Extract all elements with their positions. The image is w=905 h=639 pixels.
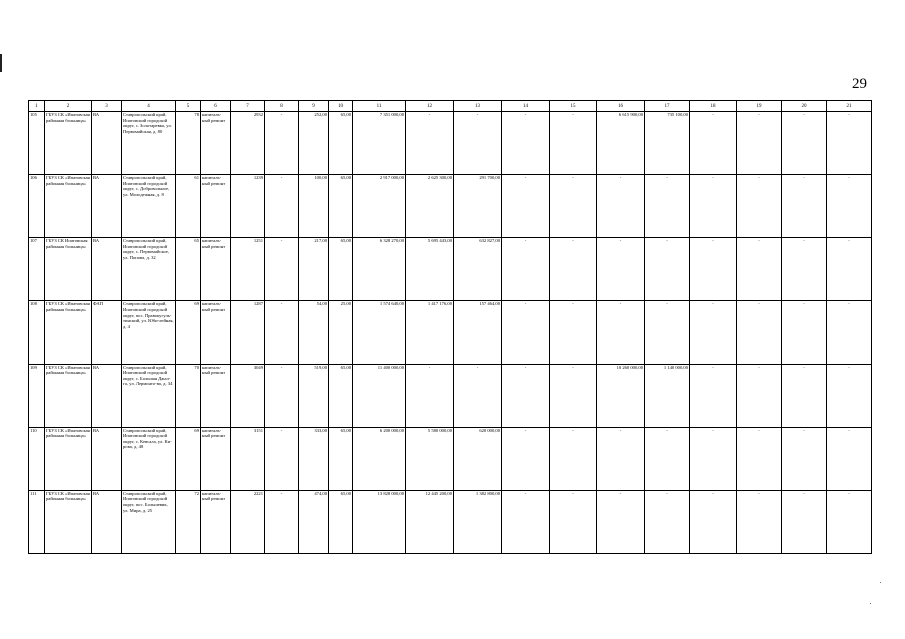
table-cell: 5 580 000,00 [406, 427, 454, 490]
table-cell: - [827, 238, 872, 301]
table-cell: 10 260 000,00 [597, 364, 645, 427]
table-cell: 6 615 900,00 [597, 112, 645, 175]
table-cell: Ставропольский край, Ипатовский городской округ, с. Первомайское, ул. Попова, д. 32 [122, 238, 176, 301]
table-row [29, 364, 872, 427]
table-cell: 157 464,00 [454, 301, 502, 364]
table-cell: 519,00 [299, 364, 329, 427]
table-header-row [29, 101, 872, 112]
column-header: 16 [597, 101, 645, 112]
table-cell: - [597, 490, 645, 553]
table-cell: 78 [176, 112, 201, 175]
table-cell: 105 [29, 112, 45, 175]
column-header: 10 [329, 101, 353, 112]
table-cell: 13 828 000,00 [353, 490, 406, 553]
column-header: 20 [782, 101, 827, 112]
table-cell: 2 625 300,00 [406, 175, 454, 238]
table-cell: ГБУЗ СК «Ипатовская районная больница» [45, 427, 92, 490]
table-cell: - [550, 364, 597, 427]
table-cell: ВА [92, 175, 122, 238]
column-header: 17 [645, 101, 690, 112]
table-cell: Ставропольский край, Ипатовский городской округ, пос. Большевик, ул. Мира, д. 25 [122, 490, 176, 553]
table-cell: - [782, 490, 827, 553]
table-cell: 106 [29, 175, 45, 238]
table-cell: Ставропольский край, Ипатовский городской округ, с. Кевсала, ул. Ки-рова, д. 48 [122, 427, 176, 490]
table-cell: 1 417 176,00 [406, 301, 454, 364]
table-cell: 72 [176, 490, 201, 553]
column-header: 21 [827, 101, 872, 112]
table-cell: 252,00 [299, 112, 329, 175]
table-cell: 65,00 [329, 364, 353, 427]
table-row [29, 175, 872, 238]
table-cell: - [550, 490, 597, 553]
table-cell: ГБУЗ СК «Ипатовская районная больница» [45, 301, 92, 364]
table-cell: 65,00 [329, 427, 353, 490]
table-cell: - [782, 238, 827, 301]
table-cell: - [782, 364, 827, 427]
table-cell: - [265, 238, 299, 301]
table-cell: 69 [176, 301, 201, 364]
table-cell: капиталь-ный ремонт [201, 175, 231, 238]
table-cell: 100,00 [299, 175, 329, 238]
column-header: 19 [737, 101, 782, 112]
scan-speck [880, 582, 881, 583]
table-cell: - [782, 175, 827, 238]
table-cell: - [265, 112, 299, 175]
table-cell: Ставропольский край, Ипатовский городской округ, с. Большая Джал-га, ул. Лермонто-ва, д. 34 [122, 364, 176, 427]
table-cell: капиталь-ный ремонт [201, 112, 231, 175]
table-cell: - [737, 364, 782, 427]
table-cell: Ставропольский край, Ипатовский городской округ, пос. Правокугуль-тинский, ул. Юби-лейная, д. 4 [122, 301, 176, 364]
table-cell: 108 [29, 301, 45, 364]
table-cell: капиталь-ный ремонт [201, 238, 231, 301]
table-cell: 70 [176, 364, 201, 427]
table-cell: 25,00 [329, 301, 353, 364]
table-cell: - [550, 238, 597, 301]
column-header: 1 [29, 101, 45, 112]
table-cell: 6 200 000,00 [353, 427, 406, 490]
table-cell: - [690, 175, 737, 238]
table-cell: - [265, 301, 299, 364]
table-cell: ВА [92, 112, 122, 175]
column-header: 6 [201, 101, 231, 112]
table-cell: ГБУЗ СК «Ипатовская районная больница» [45, 175, 92, 238]
table-cell: - [737, 490, 782, 553]
table-cell: - [645, 490, 690, 553]
table-cell: - [645, 175, 690, 238]
table-cell: 735 100,00 [645, 112, 690, 175]
table-cell: - [645, 427, 690, 490]
table-row [29, 238, 872, 301]
table-cell: - [827, 175, 872, 238]
table-cell: - [265, 427, 299, 490]
table-cell: 111 [29, 490, 45, 553]
table-cell: 1287 [231, 301, 265, 364]
column-header: 8 [265, 101, 299, 112]
table-cell: - [737, 175, 782, 238]
table-cell: - [597, 175, 645, 238]
table-cell: 54,00 [299, 301, 329, 364]
table-row [29, 301, 872, 364]
table-cell: - [737, 238, 782, 301]
table-cell: - [827, 112, 872, 175]
table-cell: - [502, 112, 550, 175]
table-cell: - [502, 490, 550, 553]
table-cell: Ставропольский край, Ипатовский городской округ, с. Золотаревка, ул. Первомайская, д. 80 [122, 112, 176, 175]
table-cell: - [827, 490, 872, 553]
page-number: 29 [852, 76, 867, 92]
table-cell: - [827, 301, 872, 364]
table-cell: 2221 [231, 490, 265, 553]
table-cell: 65,00 [329, 490, 353, 553]
table-cell: - [690, 238, 737, 301]
table-cell: - [690, 364, 737, 427]
table-cell: - [690, 427, 737, 490]
table-cell: 1239 [231, 175, 265, 238]
table-cell: капиталь-ный ремонт [201, 490, 231, 553]
table-cell: ВА [92, 490, 122, 553]
table-cell: - [597, 238, 645, 301]
table-cell: 474,00 [299, 490, 329, 553]
table-row [29, 490, 872, 553]
table-cell: 110 [29, 427, 45, 490]
table-cell: - [690, 301, 737, 364]
scan-edge-mark [0, 54, 2, 72]
table-cell: ГБУЗ СК Ипатовская районная больница» [45, 238, 92, 301]
data-table [28, 100, 872, 554]
table-cell: 107 [29, 238, 45, 301]
column-header: 9 [299, 101, 329, 112]
column-header: 14 [502, 101, 550, 112]
table-cell: 7 351 000,00 [353, 112, 406, 175]
table-cell: капиталь-ный ремонт [201, 364, 231, 427]
table-cell: - [502, 175, 550, 238]
column-header: 5 [176, 101, 201, 112]
table-cell: 1 140 000,00 [645, 364, 690, 427]
table-cell: - [597, 427, 645, 490]
table-cell: - [550, 301, 597, 364]
table-cell: 3151 [231, 427, 265, 490]
column-header: 15 [550, 101, 597, 112]
table-cell: 65 [176, 238, 201, 301]
table-cell: капиталь-ный ремонт [201, 427, 231, 490]
table-cell: ВА [92, 364, 122, 427]
column-header: 3 [92, 101, 122, 112]
table-row [29, 427, 872, 490]
table-cell: 5 695 443,00 [406, 238, 454, 301]
table-cell: - [827, 364, 872, 427]
table-cell: 69 [176, 427, 201, 490]
table-cell: - [265, 364, 299, 427]
table-cell: 291 700,00 [454, 175, 502, 238]
table-cell: - [690, 490, 737, 553]
table-cell: 3049 [231, 364, 265, 427]
table-cell: - [502, 301, 550, 364]
column-header: 2 [45, 101, 92, 112]
column-header: 11 [353, 101, 406, 112]
table-cell: 333,00 [299, 427, 329, 490]
table-cell: 65,00 [329, 112, 353, 175]
table-cell: ФАП [92, 301, 122, 364]
table-cell: 217,00 [299, 238, 329, 301]
table-cell: Ставропольский край, Ипатовский городской округ, с. Добровольное, ул. Молодежная, д. 8 [122, 175, 176, 238]
table-cell: - [737, 112, 782, 175]
table-cell: - [737, 427, 782, 490]
table-cell: - [265, 490, 299, 553]
table-cell: - [406, 112, 454, 175]
table-cell: 1 574 640,00 [353, 301, 406, 364]
column-header: 7 [231, 101, 265, 112]
table-cell: - [597, 301, 645, 364]
table-cell: 6 328 270,00 [353, 238, 406, 301]
table-cell: ГБУЗ СК «Ипатовская районная больница» [45, 112, 92, 175]
table-cell: - [454, 364, 502, 427]
table-cell: - [782, 112, 827, 175]
column-header: 12 [406, 101, 454, 112]
table-cell: - [265, 175, 299, 238]
table-cell: - [454, 112, 502, 175]
table-cell: - [645, 301, 690, 364]
table-cell: ВА [92, 427, 122, 490]
table-cell: 2932 [231, 112, 265, 175]
table-cell: 1251 [231, 238, 265, 301]
table-cell: 109 [29, 364, 45, 427]
table-row [29, 112, 872, 175]
table-cell: - [782, 427, 827, 490]
table-cell: 65,00 [329, 238, 353, 301]
table-cell: - [502, 364, 550, 427]
table-cell: - [406, 364, 454, 427]
table-cell: - [502, 427, 550, 490]
table-cell: 11 400 000,00 [353, 364, 406, 427]
table-cell: - [502, 238, 550, 301]
table-cell: 61 [176, 175, 201, 238]
table-cell: ГБУЗ СК «Ипатовская районная больница» [45, 490, 92, 553]
table-cell: капиталь-ный ремонт [201, 301, 231, 364]
table-cell: 620 000,00 [454, 427, 502, 490]
table-cell: - [550, 175, 597, 238]
table-cell: 632 827,00 [454, 238, 502, 301]
scan-speck [870, 603, 871, 604]
table-cell: ГБУЗ СК «Ипатовская районная больница» [45, 364, 92, 427]
table-cell: - [737, 301, 782, 364]
table-cell: - [550, 427, 597, 490]
table-cell: - [782, 301, 827, 364]
table-cell: 2 917 000,00 [353, 175, 406, 238]
table-cell: - [827, 427, 872, 490]
column-header: 18 [690, 101, 737, 112]
table-cell: ВА [92, 238, 122, 301]
column-header: 13 [454, 101, 502, 112]
table-cell: - [690, 112, 737, 175]
column-header: 4 [122, 101, 176, 112]
table-cell: 12 445 200,00 [406, 490, 454, 553]
table-cell: 1 382 800,00 [454, 490, 502, 553]
table-cell: 65,00 [329, 175, 353, 238]
table-cell: - [550, 112, 597, 175]
table-cell: - [645, 238, 690, 301]
